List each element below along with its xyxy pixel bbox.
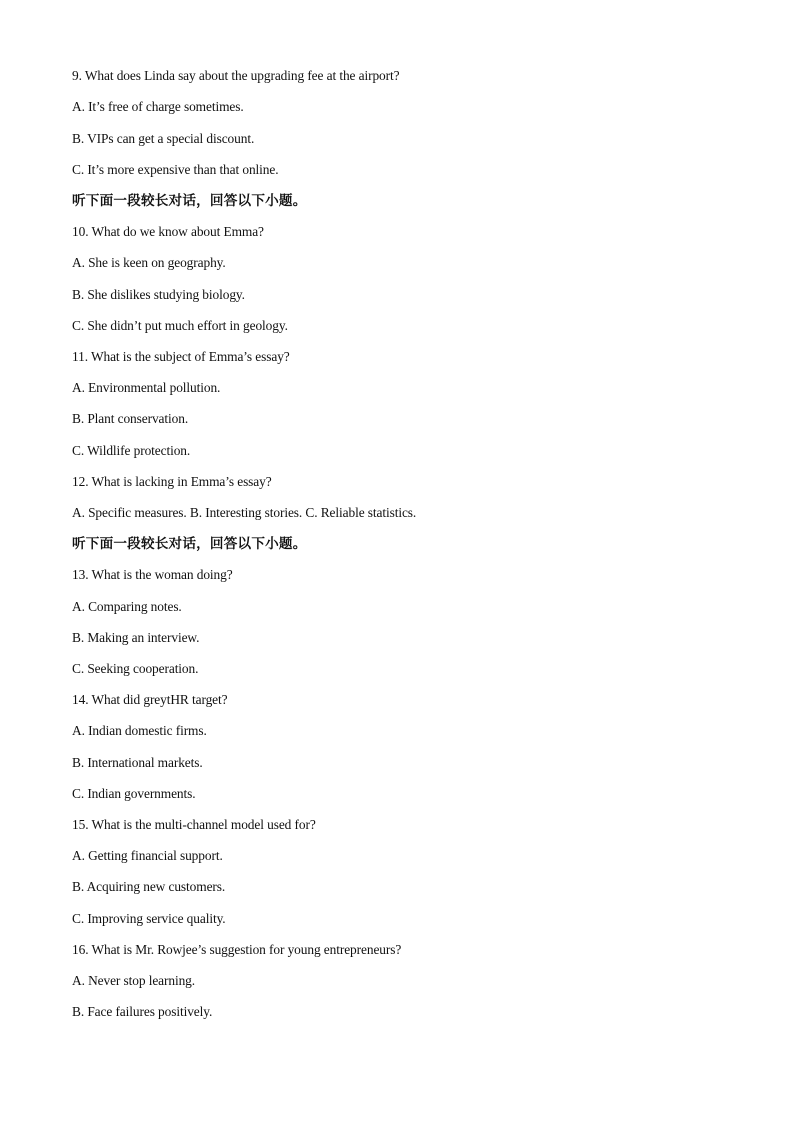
question-12: 12. What is lacking in Emma’s essay? — [72, 474, 272, 489]
question-16: 16. What is Mr. Rowjee’s suggestion for young entrepreneurs? — [72, 942, 402, 957]
option-14b: B. International markets. — [72, 755, 203, 770]
option-9b: B. VIPs can get a special discount. — [72, 131, 255, 146]
section-instruction: 听下面一段较长对话，回答以下小题。 — [72, 536, 307, 552]
options-12: A. Specific measures. B. Interesting stories. C. Reliable statistics. — [72, 505, 417, 520]
question-11: 11. What is the subject of Emma’s essay? — [72, 349, 290, 364]
option-14a: A. Indian domestic firms. — [72, 723, 207, 738]
option-15c: C. Improving service quality. — [72, 911, 226, 926]
option-11c: C. Wildlife protection. — [72, 443, 191, 458]
option-15b: B. Acquiring new customers. — [72, 879, 226, 894]
option-13b: B. Making an interview. — [72, 630, 200, 645]
question-10: 10. What do we know about Emma? — [72, 224, 264, 239]
option-16a: A. Never stop learning. — [72, 973, 196, 988]
question-13: 13. What is the woman doing? — [72, 567, 233, 582]
option-9c: C. It’s more expensive than that online. — [72, 162, 279, 177]
option-16b: B. Face failures positively. — [72, 1004, 213, 1019]
option-10b: B. She dislikes studying biology. — [72, 287, 245, 302]
section-instruction: 听下面一段较长对话，回答以下小题。 — [72, 193, 307, 209]
question-14: 14. What did greytHR target? — [72, 692, 228, 707]
option-11b: B. Plant conservation. — [72, 411, 189, 426]
option-13c: C. Seeking cooperation. — [72, 661, 199, 676]
option-10a: A. She is keen on geography. — [72, 255, 226, 270]
option-9a: A. It’s free of charge sometimes. — [72, 99, 244, 114]
option-10c: C. She didn’t put much effort in geology. — [72, 318, 288, 333]
option-14c: C. Indian governments. — [72, 786, 196, 801]
option-11a: A. Environmental pollution. — [72, 380, 221, 395]
option-13a: A. Comparing notes. — [72, 599, 182, 614]
option-15a: A. Getting financial support. — [72, 848, 223, 863]
question-9: 9. What does Linda say about the upgrading fee at the airport? — [72, 68, 400, 83]
question-15: 15. What is the multi-channel model used for? — [72, 817, 316, 832]
